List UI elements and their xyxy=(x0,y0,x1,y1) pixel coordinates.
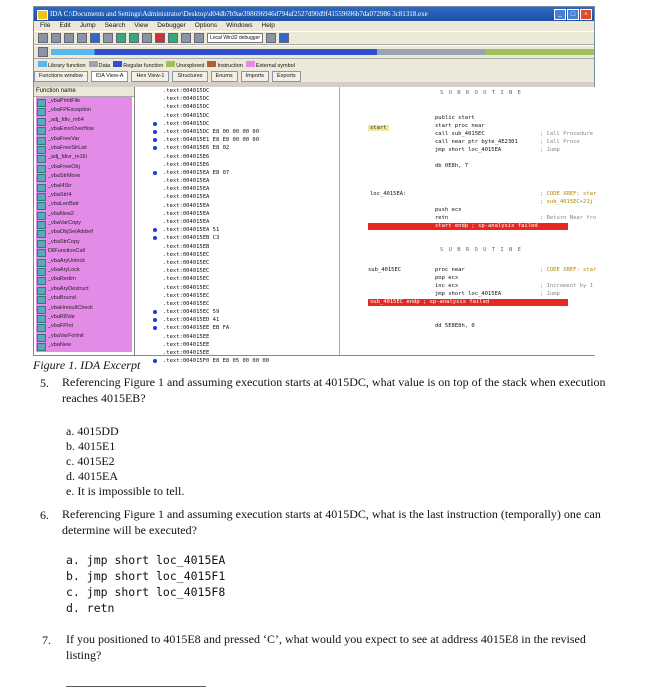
answer-input-line[interactable] xyxy=(66,686,206,687)
question-6-text: Referencing Figure 1 and assuming execution starts at 4015DC, what is the last instruction (temporally) one can determine will be executed? xyxy=(62,507,601,537)
q5-option-d[interactable]: d. 4015EA xyxy=(66,469,118,483)
function-item[interactable]: _vbaFreeVar xyxy=(36,135,132,144)
disassembly-address-panel xyxy=(135,87,339,365)
question-7-number: 7. xyxy=(42,633,51,647)
function-item[interactable]: _vbaFPInt xyxy=(36,322,132,331)
menu-debugger[interactable]: Debugger xyxy=(157,22,186,29)
function-item[interactable]: _vbaI4Str xyxy=(36,182,132,191)
tab-structures[interactable]: Structures xyxy=(172,71,207,82)
legend-data: Data xyxy=(89,61,111,69)
ida-app-icon xyxy=(37,10,48,20)
hex-row: .text:004015DC xyxy=(163,88,210,94)
tab-functions-window[interactable]: Functions window xyxy=(34,71,88,82)
step-icon[interactable] xyxy=(279,33,289,43)
hex-row: .text:004015E6 E8 02 xyxy=(135,144,339,152)
question-5-text: Referencing Figure 1 and assuming execution starts at 4015DC, what value is on top of the stack when execution reaches 4015EB? xyxy=(62,375,606,405)
debugger-select[interactable]: Local Win32 debugger xyxy=(207,33,263,43)
hex-row: .text:004015E1 E8 E8 00 00 00 xyxy=(135,136,339,144)
hex-row: .text:004015EA xyxy=(163,186,210,193)
function-item[interactable]: _vbaNew xyxy=(36,341,132,350)
ida-menu-bar xyxy=(34,21,594,31)
function-item[interactable]: _vbaFreeObj xyxy=(36,163,132,172)
string-icon[interactable] xyxy=(142,33,152,43)
function-item[interactable]: _vbaRedim xyxy=(36,275,132,284)
question-6-number: 6. xyxy=(40,508,49,522)
function-item[interactable]: DllFunctionCall xyxy=(36,247,132,256)
search-icon[interactable] xyxy=(103,33,113,43)
menu-help[interactable]: Help xyxy=(261,22,275,29)
undefine-icon[interactable] xyxy=(155,33,165,43)
legend-regular: Regular function xyxy=(113,61,163,69)
tab-exports[interactable]: Exports xyxy=(272,71,301,82)
question-7-text: If you positioned to 4015E8 and pressed ‘C’, what would you expect to see at address 4015E8 in the revised listing? xyxy=(66,632,586,662)
pause-icon[interactable] xyxy=(181,33,191,43)
hex-row: .text:004015EA xyxy=(163,219,210,225)
hex-row: .text:004015EC xyxy=(163,300,210,307)
ida-toolbar-1 xyxy=(34,31,594,45)
function-item[interactable]: _vbaErrorOverflow xyxy=(36,125,132,134)
hex-row: .text:004015EA xyxy=(163,202,210,209)
q5-option-c[interactable]: c. 4015E2 xyxy=(66,454,115,468)
legend-external: External symbol xyxy=(246,61,295,69)
q5-option-a[interactable]: a. 4015DD xyxy=(66,424,119,438)
hex-row: .text:004015EA xyxy=(163,178,210,185)
open-icon[interactable] xyxy=(38,33,48,43)
asm-retn: retn xyxy=(435,215,449,221)
code-icon[interactable] xyxy=(116,33,126,43)
asm-sub-proc: proc near xyxy=(435,267,465,273)
menu-jump[interactable]: Jump xyxy=(79,22,96,29)
hex-row: .text:004015EC xyxy=(163,276,210,283)
asm-xref-1: ; CODE XREF: star xyxy=(540,191,597,197)
hex-row: .text:004015EE xyxy=(163,350,210,356)
hex-row: .text:004015DC E8 00 00 00 00 xyxy=(135,128,339,136)
sub-label: sub_4015EC xyxy=(368,267,402,273)
hex-row: .text:004015EC xyxy=(163,268,210,275)
legend-bar xyxy=(34,59,594,70)
function-item[interactable]: _vbaVarCopy xyxy=(36,219,132,228)
function-item[interactable]: _vbaR8Var xyxy=(36,313,132,322)
hex-row: .text:004015EA xyxy=(163,194,210,201)
asm-jmp-1-comment: ; Jump xyxy=(540,147,560,153)
function-item[interactable]: _vbaStrMove xyxy=(36,172,132,181)
run-icon[interactable] xyxy=(168,33,178,43)
function-item[interactable]: _vbaPrintFile xyxy=(36,97,132,106)
tab-imports[interactable]: Imports xyxy=(241,71,269,82)
functions-header: Function name xyxy=(34,87,134,97)
question-5-number: 5. xyxy=(40,376,49,390)
function-item[interactable]: _vbaAryUnlock xyxy=(36,257,132,266)
hex-row: .text:004015DC xyxy=(163,112,210,119)
hex-row: .text:004015EA xyxy=(163,210,210,217)
asm-jmp-1: jmp short loc_4015EA xyxy=(435,147,502,153)
function-item[interactable]: _vbaObjSetAddref xyxy=(36,228,132,237)
close-icon[interactable]: × xyxy=(580,9,592,20)
menu-view[interactable]: View xyxy=(134,22,149,29)
jump-icon[interactable] xyxy=(90,33,100,43)
asm-retn-comment: ; Return Near fro xyxy=(540,215,597,221)
tab-hex-view[interactable]: Hex View-1 xyxy=(131,71,169,82)
hex-row: .text:004015DC xyxy=(163,96,210,103)
tab-ida-view-a[interactable]: IDA View-A xyxy=(91,71,129,82)
hex-row: .text:004015DC xyxy=(163,104,210,111)
function-item[interactable]: _vbaStrCopy xyxy=(36,238,132,247)
asm-inc-comment: ; Increment by 1 xyxy=(540,283,593,289)
asm-sub-xref: ; CODE XREF: star xyxy=(540,267,597,273)
stop-icon[interactable] xyxy=(194,33,204,43)
asm-pop-ecx: pop ecx xyxy=(435,275,459,281)
menu-search[interactable]: Search xyxy=(104,22,126,29)
hex-row: .text:004015EB xyxy=(163,243,210,250)
ida-window-title: IDA C:\Documents and Settings\Administrator\Desktop\d04db7b9ae398696946d794af2527d90d9f41559696b7da072986 3c81318.exe xyxy=(50,10,428,18)
asm-jmp-2-comment: ; Jump xyxy=(540,291,560,297)
asm-inc-ecx: inc ecx xyxy=(435,283,459,289)
asm-start-endp: start endp ; sp-analysis failed xyxy=(435,223,538,229)
forward-icon[interactable] xyxy=(77,33,87,43)
hex-row: .text:004015EE xyxy=(163,341,210,348)
hex-row: .text:004015E6 xyxy=(163,153,210,160)
hex-row: .text:004015EC xyxy=(163,259,210,266)
q5-option-e[interactable]: e. It is impossible to tell. xyxy=(66,484,185,498)
start-label: start xyxy=(370,125,387,131)
menu-options[interactable]: Options xyxy=(194,22,218,29)
asm-start-proc: start proc near xyxy=(435,123,485,129)
function-item[interactable]: _vbaBound xyxy=(36,294,132,303)
figure-caption: Figure 1. IDA Excerpt xyxy=(33,358,141,372)
legend-library: Library function xyxy=(38,61,86,69)
asm-call-1-comment: ; Call Procedure xyxy=(540,131,593,137)
asm-jmp-2: jmp short loc_4015EA xyxy=(435,291,502,297)
asm-db-1: db 0E8h, 7 xyxy=(435,163,469,169)
q5-option-b[interactable]: b. 4015E1 xyxy=(66,439,116,453)
back-icon[interactable] xyxy=(64,33,74,43)
legend-instruction: Instruction xyxy=(207,61,242,69)
function-item[interactable]: _vbaAryLock xyxy=(36,266,132,275)
navigation-band[interactable] xyxy=(51,49,594,55)
data-icon[interactable] xyxy=(129,33,139,43)
ida-toolbar-2 xyxy=(34,45,594,59)
ida-title-bar xyxy=(34,7,594,21)
function-item[interactable]: _vbaFreeStrList xyxy=(36,144,132,153)
asm-call-2: call near ptr byte_4E2301 xyxy=(435,139,518,145)
legend-unexplored: Unexplored xyxy=(166,61,204,69)
function-item[interactable]: _vbaStrI4 xyxy=(36,191,132,200)
asm-public-start: public start xyxy=(435,115,475,121)
nav-icon[interactable] xyxy=(38,47,48,57)
function-item[interactable]: _adj_fdivr_m16i xyxy=(36,153,132,162)
hex-row: .text:004015EC xyxy=(163,284,210,291)
hex-row: .text:004015E6 xyxy=(163,161,210,168)
q6-option-d[interactable]: d. retn xyxy=(66,601,115,615)
hex-row: .text:004015EB C3 xyxy=(135,234,339,242)
minimize-icon[interactable]: _ xyxy=(554,9,566,20)
asm-db-2: dd 5E8E8h, 0 xyxy=(435,323,475,329)
q6-option-a[interactable]: a. jmp short loc_4015EA xyxy=(66,553,226,567)
function-item[interactable]: _adj_fdiv_m64 xyxy=(36,116,132,125)
hex-row: .text:004015ED 41 xyxy=(135,316,339,324)
disassembly-panel xyxy=(339,87,595,355)
tab-row xyxy=(34,70,594,82)
menu-file[interactable]: File xyxy=(40,22,51,29)
menu-edit[interactable]: Edit xyxy=(59,22,71,29)
function-item[interactable]: _vbaVarForInit xyxy=(36,332,132,341)
functions-list xyxy=(36,97,132,352)
function-item[interactable]: _vbaNew2 xyxy=(36,210,132,219)
menu-windows[interactable]: Windows xyxy=(226,22,253,29)
hex-row: .text:004015F0 E8 E8 05 00 00 00 xyxy=(135,357,339,365)
maximize-icon[interactable]: □ xyxy=(567,9,579,20)
q6-option-c[interactable]: c. jmp short loc_4015F8 xyxy=(66,585,226,599)
hex-row: .text:004015EC xyxy=(163,251,210,258)
hex-row: .text:004015DC xyxy=(135,120,339,128)
loc-label: loc_4015EA: xyxy=(370,191,407,197)
breakpoint-icon[interactable] xyxy=(266,33,276,43)
function-item[interactable]: _vbaFPException xyxy=(36,106,132,115)
hex-row: .text:004015EC 59 xyxy=(135,308,339,316)
save-icon[interactable] xyxy=(51,33,61,43)
asm-sub-endp: sub_4015EC endp ; sp-analysis failed xyxy=(370,299,490,305)
q6-option-b[interactable]: b. jmp short loc_4015F1 xyxy=(66,569,226,583)
asm-xref-2: ; sub_4015EC+21j xyxy=(540,199,593,205)
tab-enums[interactable]: Enums xyxy=(211,71,238,82)
subroutine-separator-2: S U B R O U T I N E xyxy=(440,247,522,253)
hex-row: .text:004015EA 51 xyxy=(135,226,339,234)
function-item[interactable]: _vbaAryDestruct xyxy=(36,285,132,294)
asm-call-1: call sub_4015EC xyxy=(435,131,485,137)
asm-call-2-comment: ; Call Proce xyxy=(540,139,580,145)
hex-row: .text:004015EA E8 07 xyxy=(135,169,339,177)
hex-row: .text:004015EE xyxy=(163,333,210,340)
asm-push-ecx: push ecx xyxy=(435,207,462,213)
function-item[interactable]: _vbaHresultCheck xyxy=(36,304,132,313)
hex-row: .text:004015EE EB FA xyxy=(135,324,339,332)
function-item[interactable]: _vbaLenBstr xyxy=(36,200,132,209)
subroutine-separator: S U B R O U T I N E xyxy=(440,90,522,96)
hex-row: .text:004015EC xyxy=(163,292,210,299)
functions-panel xyxy=(34,87,135,355)
